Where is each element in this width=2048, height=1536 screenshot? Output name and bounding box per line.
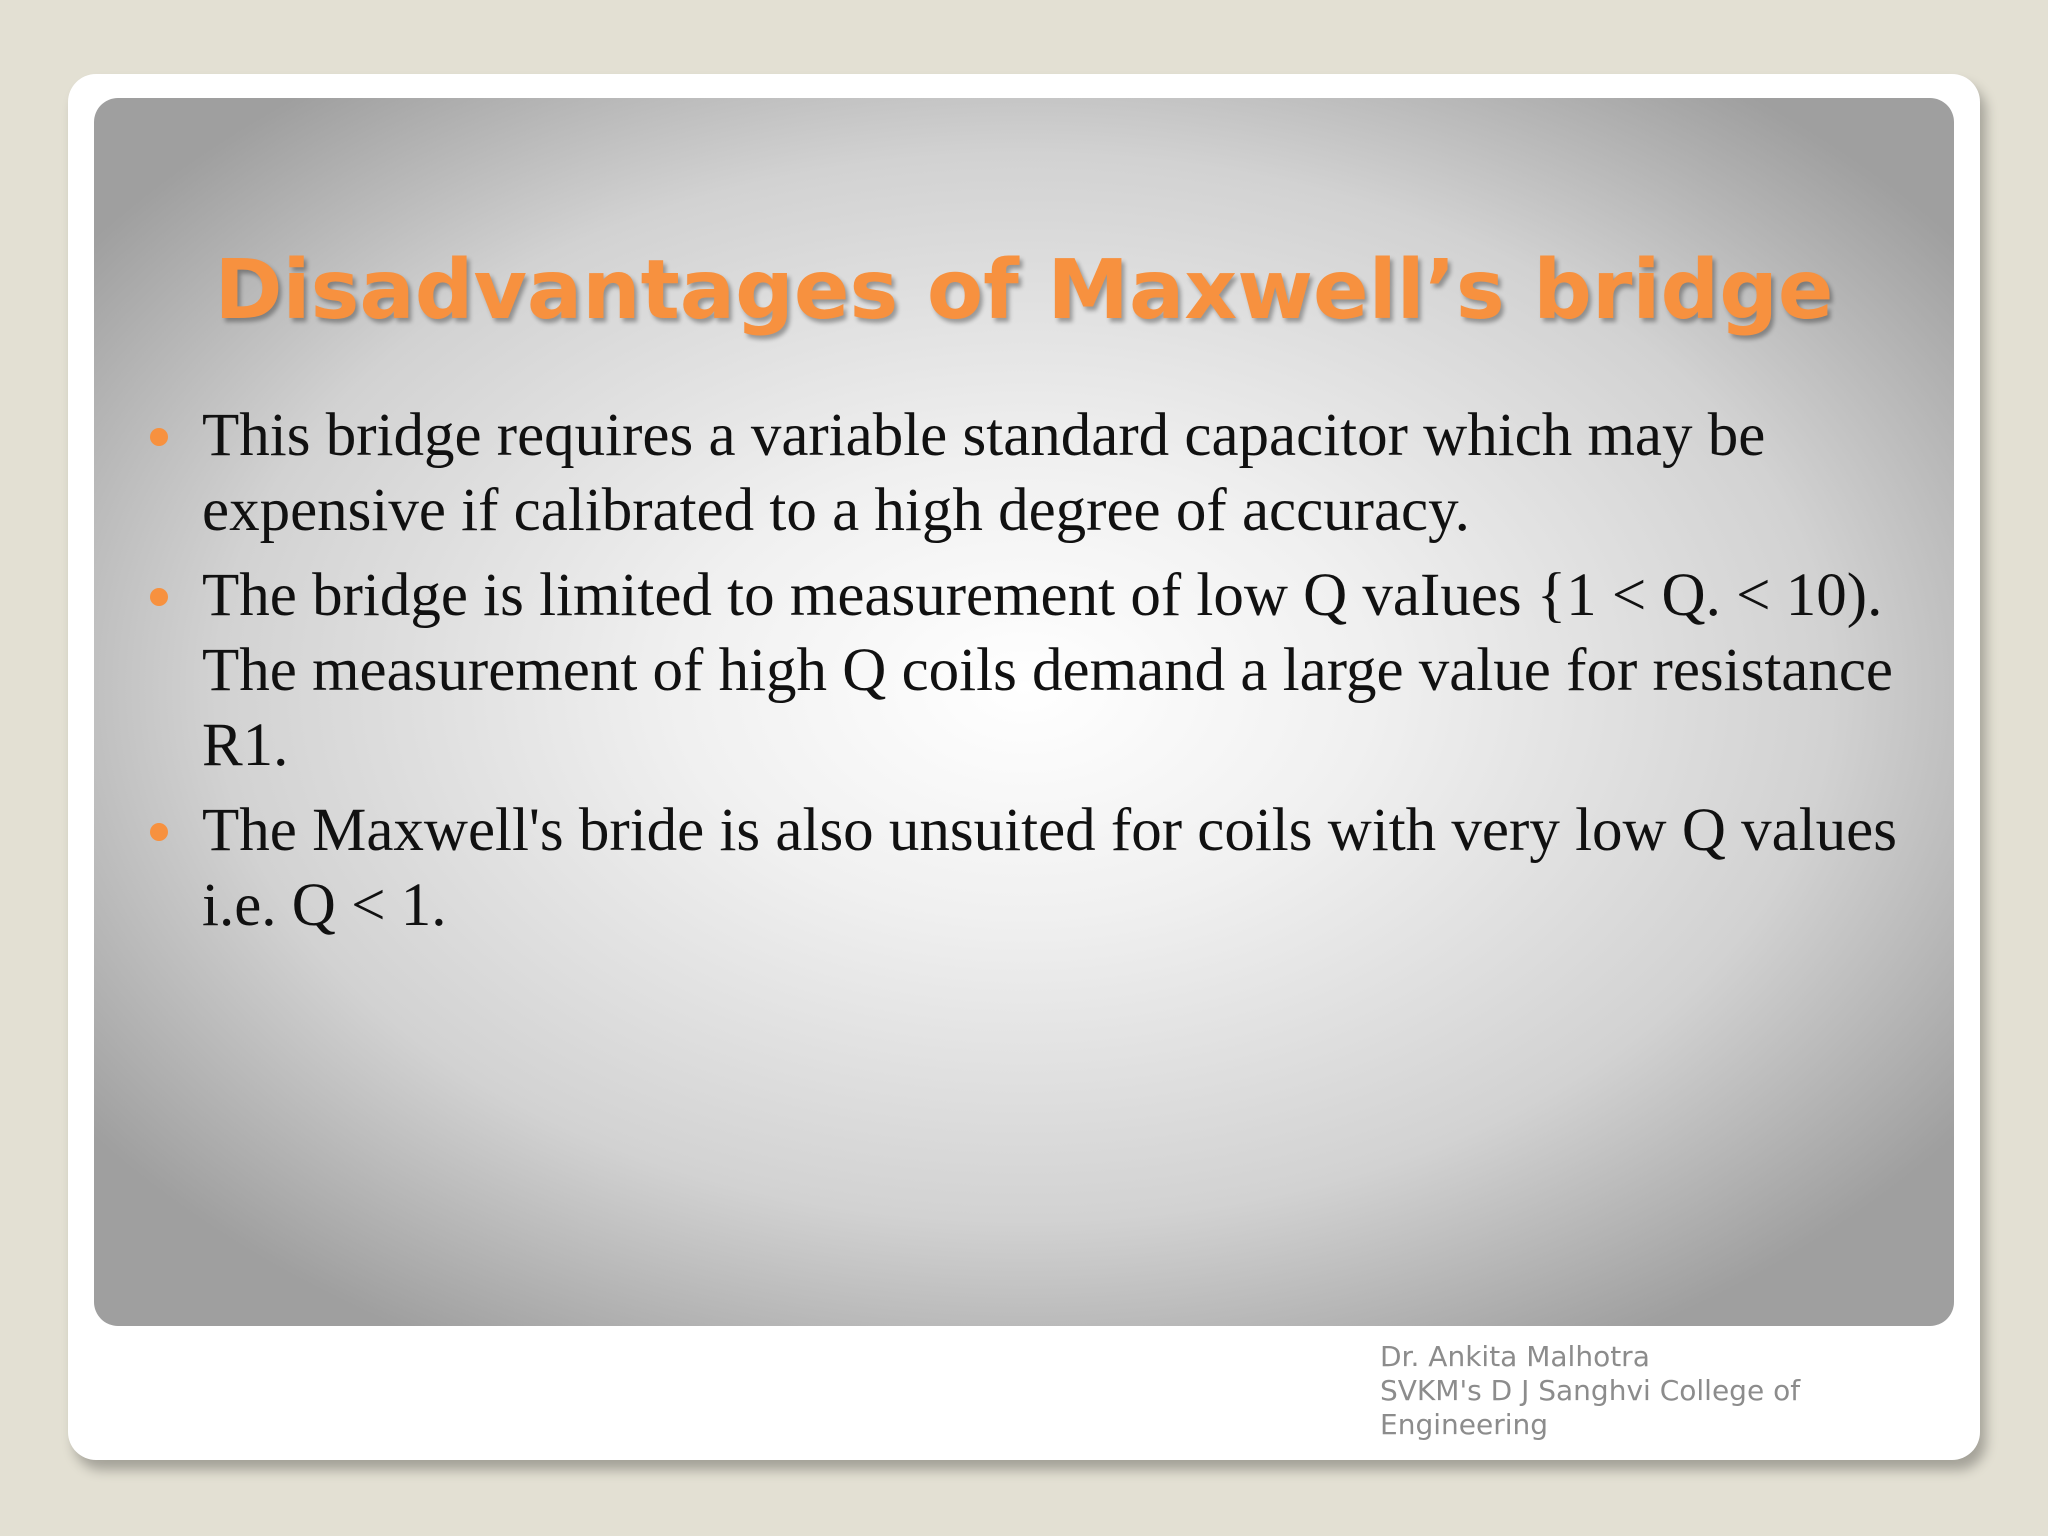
slide-content-panel	[94, 98, 1954, 1326]
bullet-text: The Maxwell's bride is also unsuited for coils with very low Q values i.e. Q < 1.	[202, 797, 1897, 939]
bullet-item-1	[202, 398, 1922, 548]
bullet-dot-icon	[150, 588, 168, 606]
slide-title: Disadvantages of Maxwell’s bridge	[214, 243, 1834, 338]
slide-frame	[68, 74, 1980, 1460]
bullet-dot-icon	[150, 428, 168, 446]
footer-author: Dr. Ankita Malhotra	[1380, 1340, 1650, 1373]
bullet-text: This bridge requires a variable standard capacitor which may be expensive if calibrated to a high degree of accuracy.	[202, 402, 1766, 544]
bullet-text: The bridge is limited to measurement of low Q vaIues {1 < Q. < 10). The measurement of high Q coils demand a large value for resistance R1.	[202, 562, 1893, 779]
footer-institution-cont: Engineering	[1380, 1408, 1548, 1441]
bullet-dot-icon	[150, 823, 168, 841]
bullet-item-3	[202, 793, 1922, 943]
bullet-item-2	[202, 558, 1922, 783]
bullet-list	[202, 398, 1922, 953]
footer-institution: SVKM's D J Sanghvi College of	[1380, 1374, 1801, 1407]
slide-footer	[1380, 1340, 1940, 1442]
